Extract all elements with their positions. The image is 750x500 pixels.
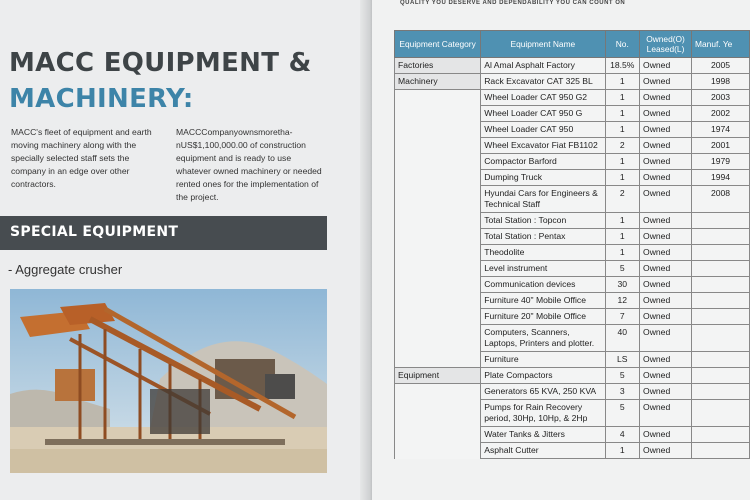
quantity-cell: 1 <box>605 229 640 245</box>
section-band <box>0 216 327 250</box>
table-row <box>395 90 750 106</box>
equipment-name-cell: Wheel Excavator Fiat FB1102 <box>481 138 605 154</box>
ownership-cell: Owned <box>640 325 692 352</box>
equipment-name-cell: Compactor Barford <box>481 154 605 170</box>
category-cell <box>395 229 481 245</box>
year-cell <box>692 213 750 229</box>
year-cell <box>692 400 750 427</box>
equipment-name-cell: Dumping Truck <box>481 170 605 186</box>
category-cell <box>395 261 481 277</box>
quantity-cell: 12 <box>605 293 640 309</box>
ownership-cell: Owned <box>640 106 692 122</box>
ownership-cell: Owned <box>640 245 692 261</box>
year-cell <box>692 261 750 277</box>
year-cell: 1974 <box>692 122 750 138</box>
section-title: SPECIAL EQUIPMENT <box>10 224 179 240</box>
year-cell <box>692 229 750 245</box>
year-cell <box>692 368 750 384</box>
table-row <box>395 122 750 138</box>
header-owned-leased: Owned(O) Leased(L) <box>640 31 692 58</box>
intro-paragraph: MACC's fleet of equipment and earth moving machinery along with the specially selected staff sets the company in an edge over other contractors. <box>11 127 152 189</box>
table-row <box>395 325 750 352</box>
category-cell <box>395 213 481 229</box>
year-cell: 2003 <box>692 90 750 106</box>
ownership-cell: Owned <box>640 154 692 170</box>
equipment-name-cell: Plate Compactors <box>481 368 605 384</box>
equipment-name-cell: Communication devices <box>481 277 605 293</box>
ownership-cell: Owned <box>640 229 692 245</box>
equipment-name-cell: Hyundai Cars for Engineers & Technical Staff <box>481 186 605 213</box>
category-cell <box>395 90 481 106</box>
quantity-cell: 40 <box>605 325 640 352</box>
equipment-name-cell: Al Amal Asphalt Factory <box>481 58 605 74</box>
table-row <box>395 384 750 400</box>
category-cell <box>395 309 481 325</box>
quantity-cell: LS <box>605 352 640 368</box>
page-tagline: QUALITY YOU DESERVE AND DEPENDABILITY YOU CAN COUNT ON <box>400 0 626 6</box>
equipment-name-cell: Generators 65 KVA, 250 KVA <box>481 384 605 400</box>
equipment-name-cell: Furniture 40" Mobile Office <box>481 293 605 309</box>
equipment-name-cell: Furniture <box>481 352 605 368</box>
equipment-name-cell: Asphalt Cutter <box>481 443 605 459</box>
ownership-cell: Owned <box>640 400 692 427</box>
table-row <box>395 138 750 154</box>
equipment-name-cell: Total Station : Topcon <box>481 213 605 229</box>
quantity-cell: 2 <box>605 138 640 154</box>
table-row <box>395 352 750 368</box>
equipment-name-cell: Rack Excavator CAT 325 BL <box>481 74 605 90</box>
year-cell <box>692 384 750 400</box>
table-row <box>395 368 750 384</box>
quantity-cell: 1 <box>605 106 640 122</box>
ownership-cell: Owned <box>640 261 692 277</box>
category-cell <box>395 384 481 400</box>
table-row <box>395 229 750 245</box>
page-title-line2: MACHINERY: <box>9 84 194 114</box>
category-cell: Machinery <box>395 74 481 90</box>
table-row <box>395 400 750 427</box>
year-cell: 1994 <box>692 170 750 186</box>
table-row <box>395 261 750 277</box>
category-cell <box>395 352 481 368</box>
ownership-cell: Owned <box>640 90 692 106</box>
category-cell <box>395 293 481 309</box>
table-row <box>395 427 750 443</box>
category-cell <box>395 427 481 443</box>
equipment-name-cell: Computers, Scanners, Laptops, Printers and plotter. <box>481 325 605 352</box>
equipment-name-cell: Theodolite <box>481 245 605 261</box>
year-cell <box>692 427 750 443</box>
equipment-name-cell: Pumps for Rain Recovery period, 30Hp, 10Hp, & 2Hp <box>481 400 605 427</box>
quantity-cell: 30 <box>605 277 640 293</box>
quantity-cell: 18.5% <box>605 58 640 74</box>
equipment-name-cell: Wheel Loader CAT 950 <box>481 122 605 138</box>
table-row <box>395 170 750 186</box>
equipment-table <box>394 30 750 459</box>
equipment-name-cell: Level instrument <box>481 261 605 277</box>
header-name: Equipment Name <box>481 31 605 58</box>
quantity-cell: 1 <box>605 245 640 261</box>
category-cell <box>395 138 481 154</box>
quantity-cell: 2 <box>605 186 640 213</box>
table-row <box>395 106 750 122</box>
table-row <box>395 74 750 90</box>
ownership-cell: Owned <box>640 277 692 293</box>
category-cell <box>395 325 481 352</box>
year-cell <box>692 443 750 459</box>
year-cell: 1979 <box>692 154 750 170</box>
year-cell: 1998 <box>692 74 750 90</box>
category-cell <box>395 106 481 122</box>
table-row <box>395 277 750 293</box>
year-cell <box>692 309 750 325</box>
quantity-cell: 5 <box>605 368 640 384</box>
quantity-cell: 1 <box>605 154 640 170</box>
equipment-name-cell: Furniture 20" Mobile Office <box>481 309 605 325</box>
page-title-line1: MACC EQUIPMENT & <box>9 48 312 78</box>
year-cell: 2005 <box>692 58 750 74</box>
ownership-cell: Owned <box>640 122 692 138</box>
category-cell: Factories <box>395 58 481 74</box>
ownership-paragraph: MACCCompanyownsmorethanUS$1,100,000.00 of construction equipment and is ready to use whatever owned machinery or needed rented ones for the implementation of the project. <box>176 127 322 202</box>
table-row <box>395 245 750 261</box>
ownership-cell: Owned <box>640 170 692 186</box>
year-cell <box>692 293 750 309</box>
header-number: No. <box>605 31 640 58</box>
ownership-cell: Owned <box>640 352 692 368</box>
ownership-cell: Owned <box>640 384 692 400</box>
quantity-cell: 3 <box>605 384 640 400</box>
left-page <box>0 0 368 500</box>
quantity-cell: 1 <box>605 443 640 459</box>
header-category: Equipment Category <box>395 31 481 58</box>
quantity-cell: 1 <box>605 90 640 106</box>
quantity-cell: 4 <box>605 427 640 443</box>
category-cell <box>395 154 481 170</box>
equipment-name-cell: Water Tanks & Jitters <box>481 427 605 443</box>
year-cell <box>692 325 750 352</box>
table-row <box>395 58 750 74</box>
equipment-name-cell: Total Station : Pentax <box>481 229 605 245</box>
quantity-cell: 5 <box>605 400 640 427</box>
ownership-cell: Owned <box>640 443 692 459</box>
quantity-cell: 1 <box>605 74 640 90</box>
category-cell <box>395 122 481 138</box>
quantity-cell: 5 <box>605 261 640 277</box>
table-header-row <box>395 31 750 58</box>
quantity-cell: 1 <box>605 170 640 186</box>
year-cell <box>692 277 750 293</box>
aggregate-crusher-photo <box>10 289 327 473</box>
table-row <box>395 154 750 170</box>
table-row <box>395 443 750 459</box>
table-row <box>395 213 750 229</box>
header-manufacture-year: Manuf. Ye <box>692 31 750 58</box>
ownership-cell: Owned <box>640 427 692 443</box>
ownership-cell: Owned <box>640 186 692 213</box>
year-cell <box>692 352 750 368</box>
ownership-cell: Owned <box>640 293 692 309</box>
year-cell: 2008 <box>692 186 750 213</box>
category-cell <box>395 186 481 213</box>
ownership-cell: Owned <box>640 58 692 74</box>
table-row <box>395 309 750 325</box>
category-cell <box>395 277 481 293</box>
quantity-cell: 7 <box>605 309 640 325</box>
category-cell <box>395 245 481 261</box>
category-cell <box>395 443 481 459</box>
quantity-cell: 1 <box>605 213 640 229</box>
quantity-cell: 1 <box>605 122 640 138</box>
ownership-cell: Owned <box>640 368 692 384</box>
category-cell <box>395 400 481 427</box>
ownership-cell: Owned <box>640 74 692 90</box>
equipment-name-cell: Wheel Loader CAT 950 G <box>481 106 605 122</box>
ownership-cell: Owned <box>640 213 692 229</box>
year-cell <box>692 245 750 261</box>
table-row <box>395 293 750 309</box>
ownership-cell: Owned <box>640 309 692 325</box>
ownership-cell: Owned <box>640 138 692 154</box>
year-cell: 2002 <box>692 106 750 122</box>
equipment-name-cell: Wheel Loader CAT 950 G2 <box>481 90 605 106</box>
category-cell: Equipment <box>395 368 481 384</box>
subheading: - Aggregate crusher <box>8 262 123 277</box>
table-row <box>395 186 750 213</box>
year-cell: 2001 <box>692 138 750 154</box>
category-cell <box>395 170 481 186</box>
